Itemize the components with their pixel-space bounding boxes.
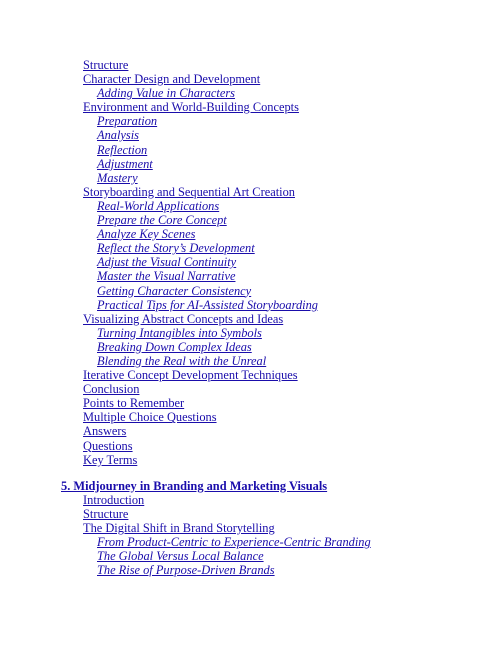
toc-entry-link[interactable]: Iterative Concept Development Techniques <box>83 368 298 383</box>
toc-subentry <box>0 354 500 368</box>
toc-subentry <box>0 549 500 563</box>
toc-subentry <box>0 269 500 283</box>
toc-entry-link[interactable]: Structure <box>83 506 129 521</box>
toc-entry <box>0 424 500 438</box>
toc-subentry <box>0 326 500 340</box>
toc-subentry-link[interactable]: Analysis <box>97 128 139 143</box>
toc-subentry-link[interactable]: Adjustment <box>97 156 153 171</box>
toc-section-chapter-5 <box>0 493 500 578</box>
toc-subentry-link[interactable]: From Product-Centric to Experience-Centric Branding <box>97 535 371 550</box>
toc-entry <box>0 396 500 410</box>
toc-subentry-link[interactable]: Turning Intangibles into Symbols <box>97 325 262 340</box>
toc-entry-link[interactable]: Environment and World-Building Concepts <box>83 100 299 115</box>
toc-entry-link[interactable]: The Digital Shift in Brand Storytelling <box>83 521 275 535</box>
toc-entry <box>0 72 500 86</box>
toc-entry-link[interactable]: Answers <box>83 424 127 439</box>
toc-subentry-link[interactable]: Preparation <box>97 114 158 129</box>
toc-subentry <box>0 255 500 269</box>
toc-entry <box>0 368 500 382</box>
toc-entry-link[interactable]: Points to Remember <box>83 396 185 411</box>
toc-subentry-link[interactable]: Breaking Down Complex Ideas <box>97 339 252 354</box>
toc-subentry-link[interactable]: Blending the Real with the Unreal <box>97 353 267 368</box>
toc-entry <box>0 453 500 467</box>
toc-subentry-link[interactable]: Analyze Key Scenes <box>97 227 196 242</box>
toc-subentry <box>0 128 500 142</box>
toc-subentry-link[interactable]: The Global Versus Local Balance <box>97 549 264 564</box>
toc-entry <box>0 312 500 326</box>
chapter-5-link[interactable]: 5. Midjourney in Branding and Marketing Visuals <box>61 478 328 493</box>
toc-subentry-link[interactable]: Master the Visual Narrative <box>97 269 236 284</box>
toc-entry <box>0 521 500 535</box>
toc-entry <box>0 100 500 114</box>
toc-entry <box>0 58 500 72</box>
toc-subentry-link[interactable]: Getting Character Consistency <box>97 283 252 298</box>
toc-subentry-link[interactable]: Prepare the Core Concept <box>97 213 227 228</box>
toc-entry-link[interactable]: Character Design and Development <box>83 72 261 87</box>
toc-entry-link[interactable]: Key Terms <box>83 452 138 467</box>
toc-subentry-link[interactable]: Reflection <box>97 142 148 157</box>
toc-entry-link[interactable]: Multiple Choice Questions <box>83 410 217 425</box>
toc-subentry-link[interactable]: Mastery <box>97 170 138 185</box>
toc-subentry-link[interactable]: Real-World Applications <box>97 198 220 213</box>
toc-entry <box>0 439 500 453</box>
toc-subentry <box>0 340 500 354</box>
toc-entry <box>0 382 500 396</box>
section-gap <box>0 467 500 479</box>
toc-entry <box>0 493 500 507</box>
toc-subentry <box>0 284 500 298</box>
toc-entry-link[interactable]: Conclusion <box>83 382 140 397</box>
toc-subentry-link[interactable]: Practical Tips for AI-Assisted Storyboarding <box>97 297 318 312</box>
toc-subentry <box>0 157 500 171</box>
toc-section-previous-chapter <box>0 58 500 467</box>
toc-entry-link[interactable]: Questions <box>83 438 133 453</box>
table-of-contents <box>0 58 500 577</box>
toc-subentry-link[interactable]: Adding Value in Characters <box>97 86 236 101</box>
toc-subentry <box>0 143 500 157</box>
toc-entry <box>0 507 500 521</box>
toc-subentry-link[interactable]: The Rise of Purpose-Driven Brands <box>97 563 275 578</box>
toc-subentry <box>0 86 500 100</box>
toc-subentry <box>0 213 500 227</box>
chapter-heading <box>0 479 500 493</box>
toc-subentry <box>0 563 500 577</box>
toc-entry-link[interactable]: Visualizing Abstract Concepts and Ideas <box>83 311 284 326</box>
toc-entry-link[interactable]: Structure <box>83 58 129 72</box>
toc-entry <box>0 410 500 424</box>
toc-subentry <box>0 199 500 213</box>
toc-subentry <box>0 298 500 312</box>
toc-subentry <box>0 227 500 241</box>
toc-subentry <box>0 241 500 255</box>
toc-entry <box>0 185 500 199</box>
toc-entry-link[interactable]: Storyboarding and Sequential Art Creation <box>83 184 295 199</box>
toc-subentry-link[interactable]: Adjust the Visual Continuity <box>97 255 237 270</box>
toc-subentry-link[interactable]: Reflect the Story’s Development <box>97 241 255 256</box>
toc-subentry <box>0 171 500 185</box>
toc-entry-link[interactable]: Introduction <box>83 492 145 507</box>
toc-subentry <box>0 114 500 128</box>
toc-subentry <box>0 535 500 549</box>
